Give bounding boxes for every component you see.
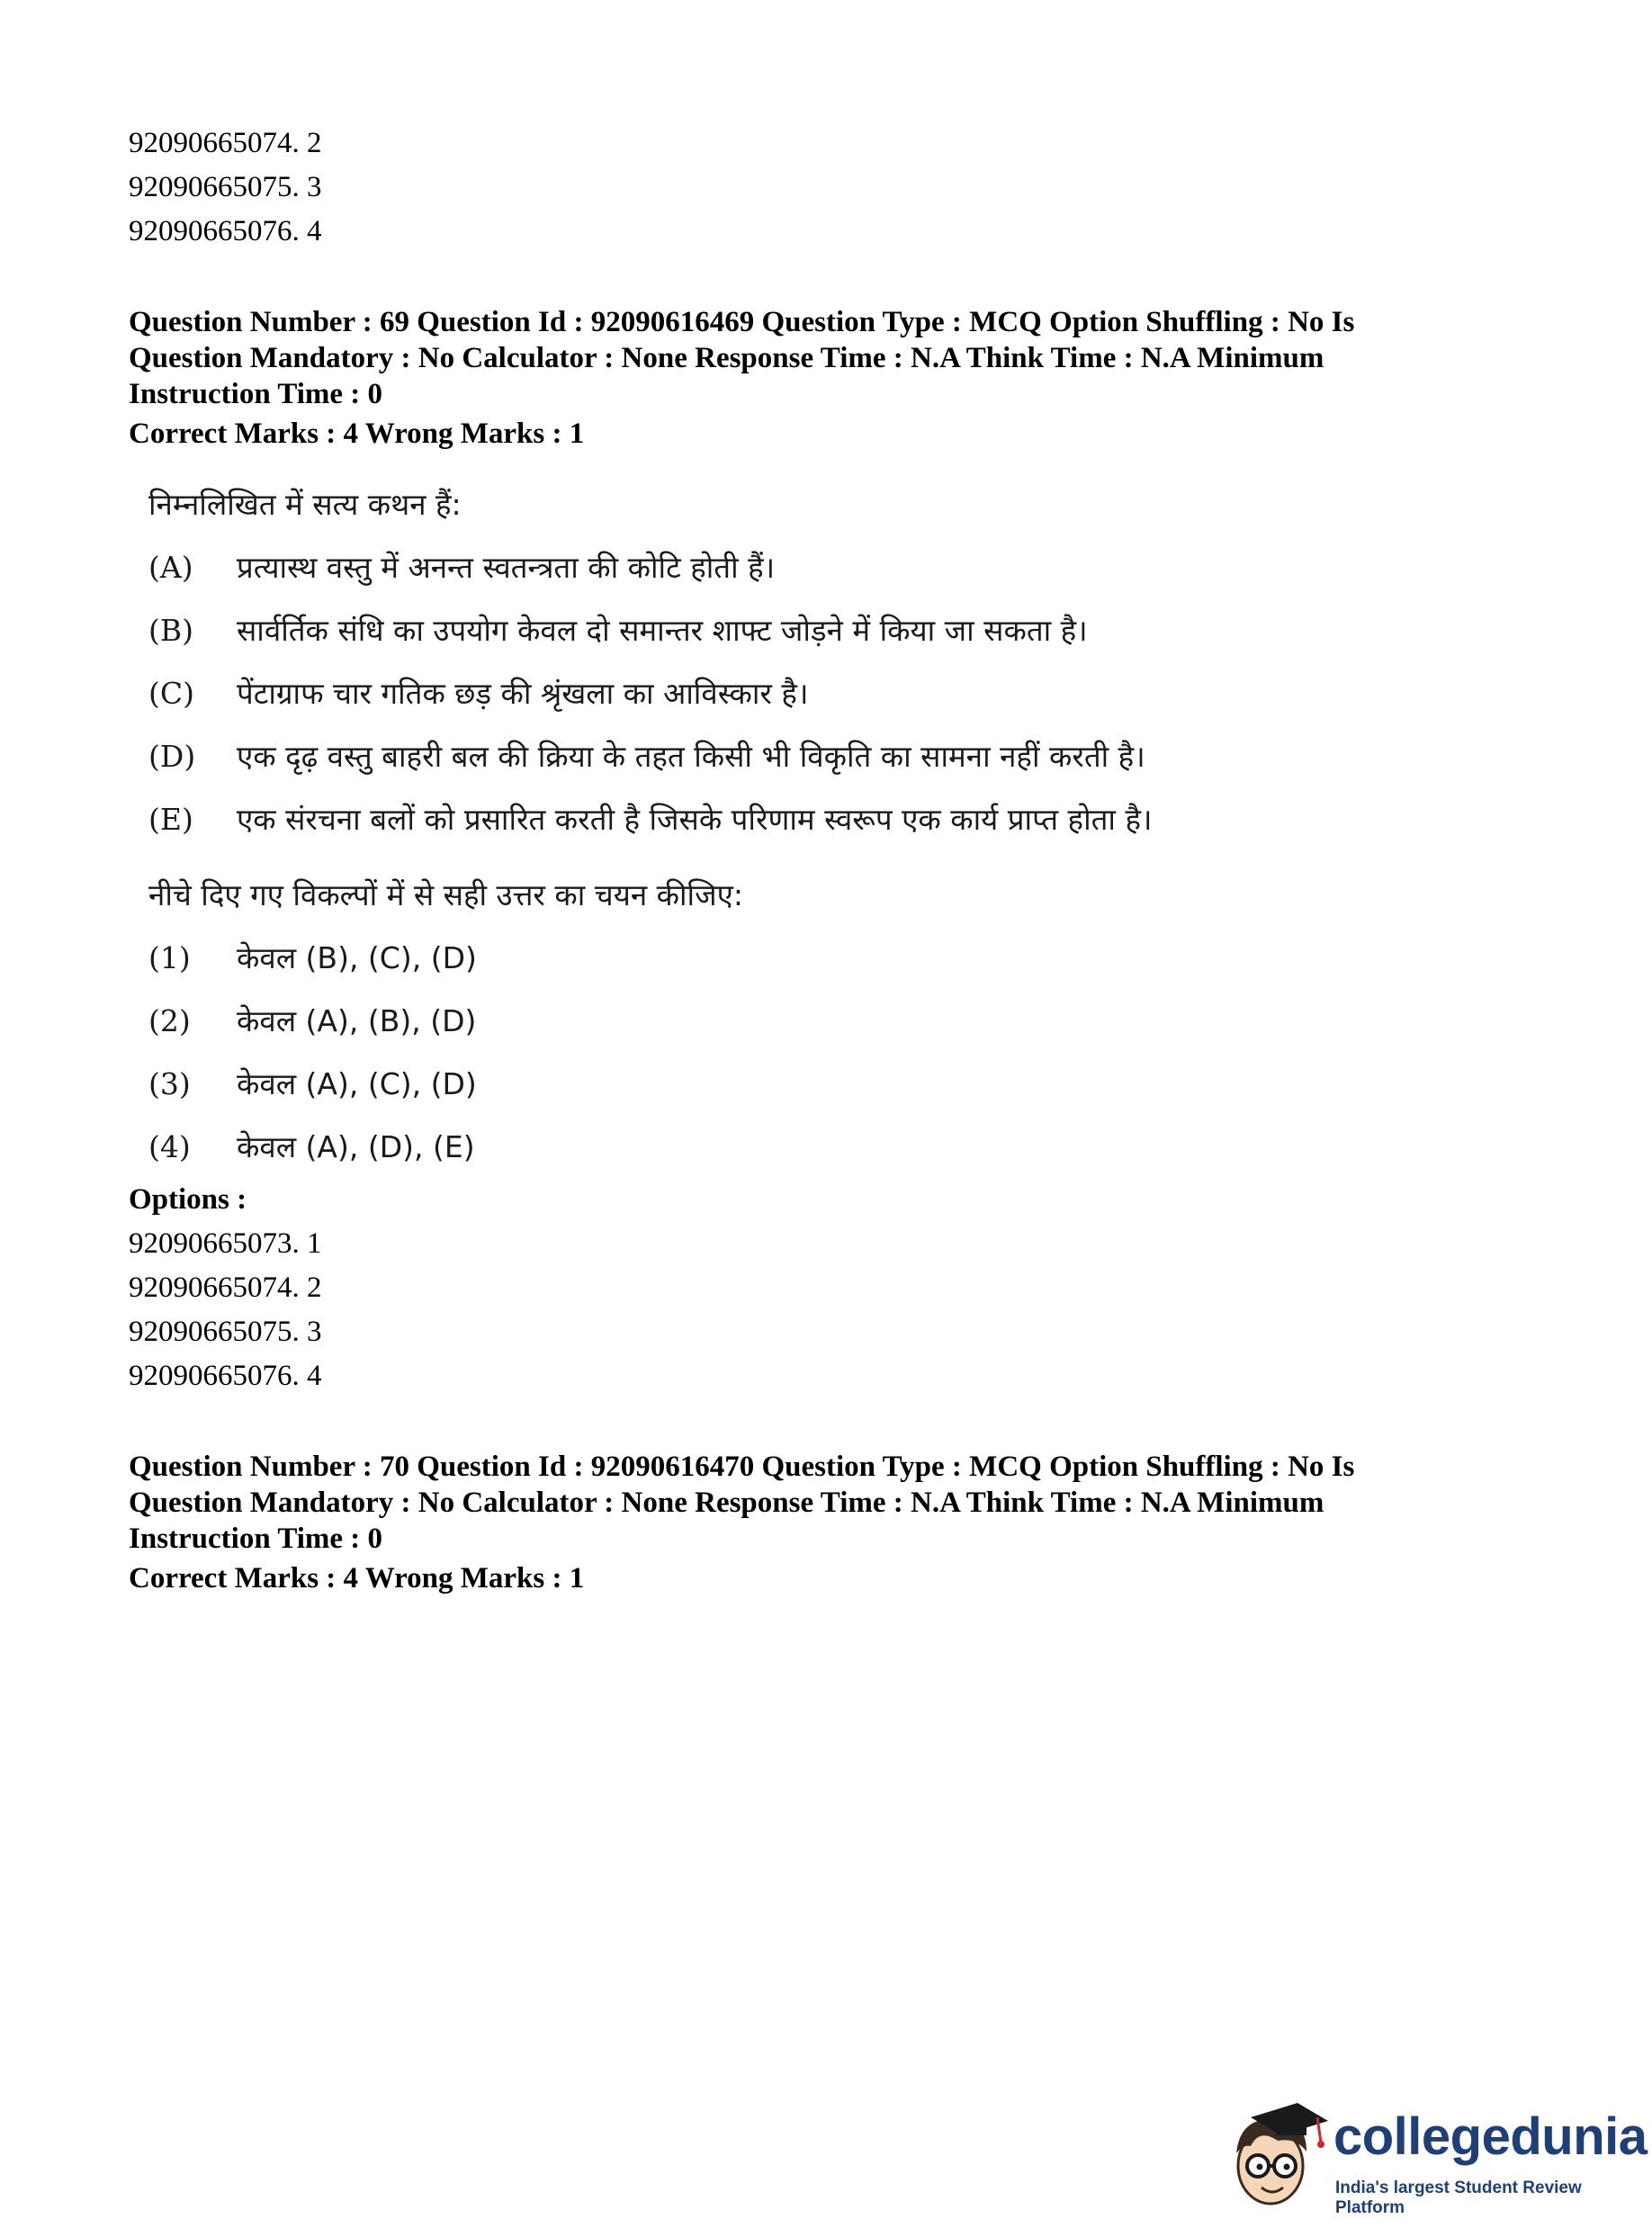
statement-text: पेंटाग्राफ चार गतिक छड़ की श्रृंखला का आविस्कार है। (237, 676, 809, 711)
choice-text: केवल (A), (D), (E) (237, 1129, 475, 1164)
choice-label: (1) (148, 940, 191, 975)
option-line: 92090665076. 4 (129, 215, 322, 247)
statement-text: प्रत्यास्थ वस्तु में अनन्त स्वतन्त्रता की कोटि होती हैं। (237, 550, 776, 585)
question-header-line: Instruction Time : 0 (129, 1523, 383, 1555)
choice-label: (2) (148, 1003, 191, 1038)
options-label: Options : (129, 1183, 247, 1216)
statement-label: (E) (148, 802, 193, 837)
statement-label: (B) (148, 613, 193, 648)
question-header-line: Question Number : 70 Question Id : 92090616470 Question Type : MCQ Option Shuffling : No Is (129, 1451, 1355, 1483)
mascot-icon (1224, 2101, 1332, 2218)
exam-page (129, 121, 1532, 1601)
option-line: 92090665076. 4 (129, 1360, 322, 1392)
option-line: 92090665074. 2 (129, 1271, 322, 1304)
question-69 (129, 304, 1532, 1398)
choice-item (148, 940, 1532, 976)
choice-label: (3) (148, 1066, 191, 1101)
question-body (148, 487, 1532, 1165)
previous-options (129, 121, 1532, 254)
statement-text: सार्वर्तिक संधि का उपयोग केवल दो समान्तर शाफ्ट जोड़ने में किया जा सकता है। (237, 613, 1088, 648)
logo-tagline: India's largest Student Review Platform (1335, 2179, 1582, 2217)
question-header-line: Instruction Time : 0 (129, 378, 383, 410)
option-line: 92090665074. 2 (129, 127, 322, 159)
question-header-line: Question Mandatory : No Calculator : None Response Time : N.A Think Time : N.A Minimum (129, 342, 1324, 374)
question-header-line: Question Number : 69 Question Id : 92090616469 Question Type : MCQ Option Shuffling : No Is (129, 306, 1355, 338)
question-header (129, 1449, 1532, 1557)
marks-line: Correct Marks : 4 Wrong Marks : 1 (129, 418, 585, 450)
question-70 (129, 1449, 1532, 1601)
option-line: 92090665075. 3 (129, 171, 322, 203)
statement-text: एक संरचना बलों को प्रसारित करती है जिसके परिणाम स्वरूप एक कार्य प्राप्त होता है। (237, 802, 1153, 837)
collegedunia-logo[interactable] (1224, 2101, 1648, 2218)
option-line: 92090665075. 3 (129, 1316, 322, 1348)
choice-item (148, 1003, 1532, 1039)
statement-label: (C) (148, 676, 194, 711)
logo-brand: collegedunia (1333, 2107, 1648, 2166)
statement-item (148, 550, 1532, 586)
statement-item (148, 613, 1532, 649)
statement-item (148, 676, 1532, 712)
statement-text: एक दृढ़ वस्तु बाहरी बल की क्रिया के तहत किसी भी विकृति का सामना नहीं करती है। (237, 739, 1145, 774)
question-header-line: Question Mandatory : No Calculator : None Response Time : N.A Think Time : N.A Minimum (129, 1487, 1324, 1519)
statement-label: (A) (148, 550, 193, 585)
statement-item (148, 739, 1532, 775)
choose-instruction: नीचे दिए गए विकल्पों में से सही उत्तर का चयन कीजिए: (148, 877, 743, 912)
choice-label: (4) (148, 1129, 191, 1164)
choice-item (148, 1066, 1532, 1102)
choice-text: केवल (B), (C), (D) (237, 940, 477, 975)
question-header (129, 304, 1532, 412)
choice-text: केवल (A), (B), (D) (237, 1003, 477, 1038)
choice-item (148, 1129, 1532, 1165)
choice-text: केवल (A), (C), (D) (237, 1066, 477, 1101)
question-intro: निम्नलिखित में सत्य कथन हैं: (148, 487, 462, 522)
statement-label: (D) (148, 739, 196, 774)
statement-item (148, 802, 1532, 838)
marks-line: Correct Marks : 4 Wrong Marks : 1 (129, 1562, 585, 1595)
option-line: 92090665073. 1 (129, 1227, 322, 1260)
